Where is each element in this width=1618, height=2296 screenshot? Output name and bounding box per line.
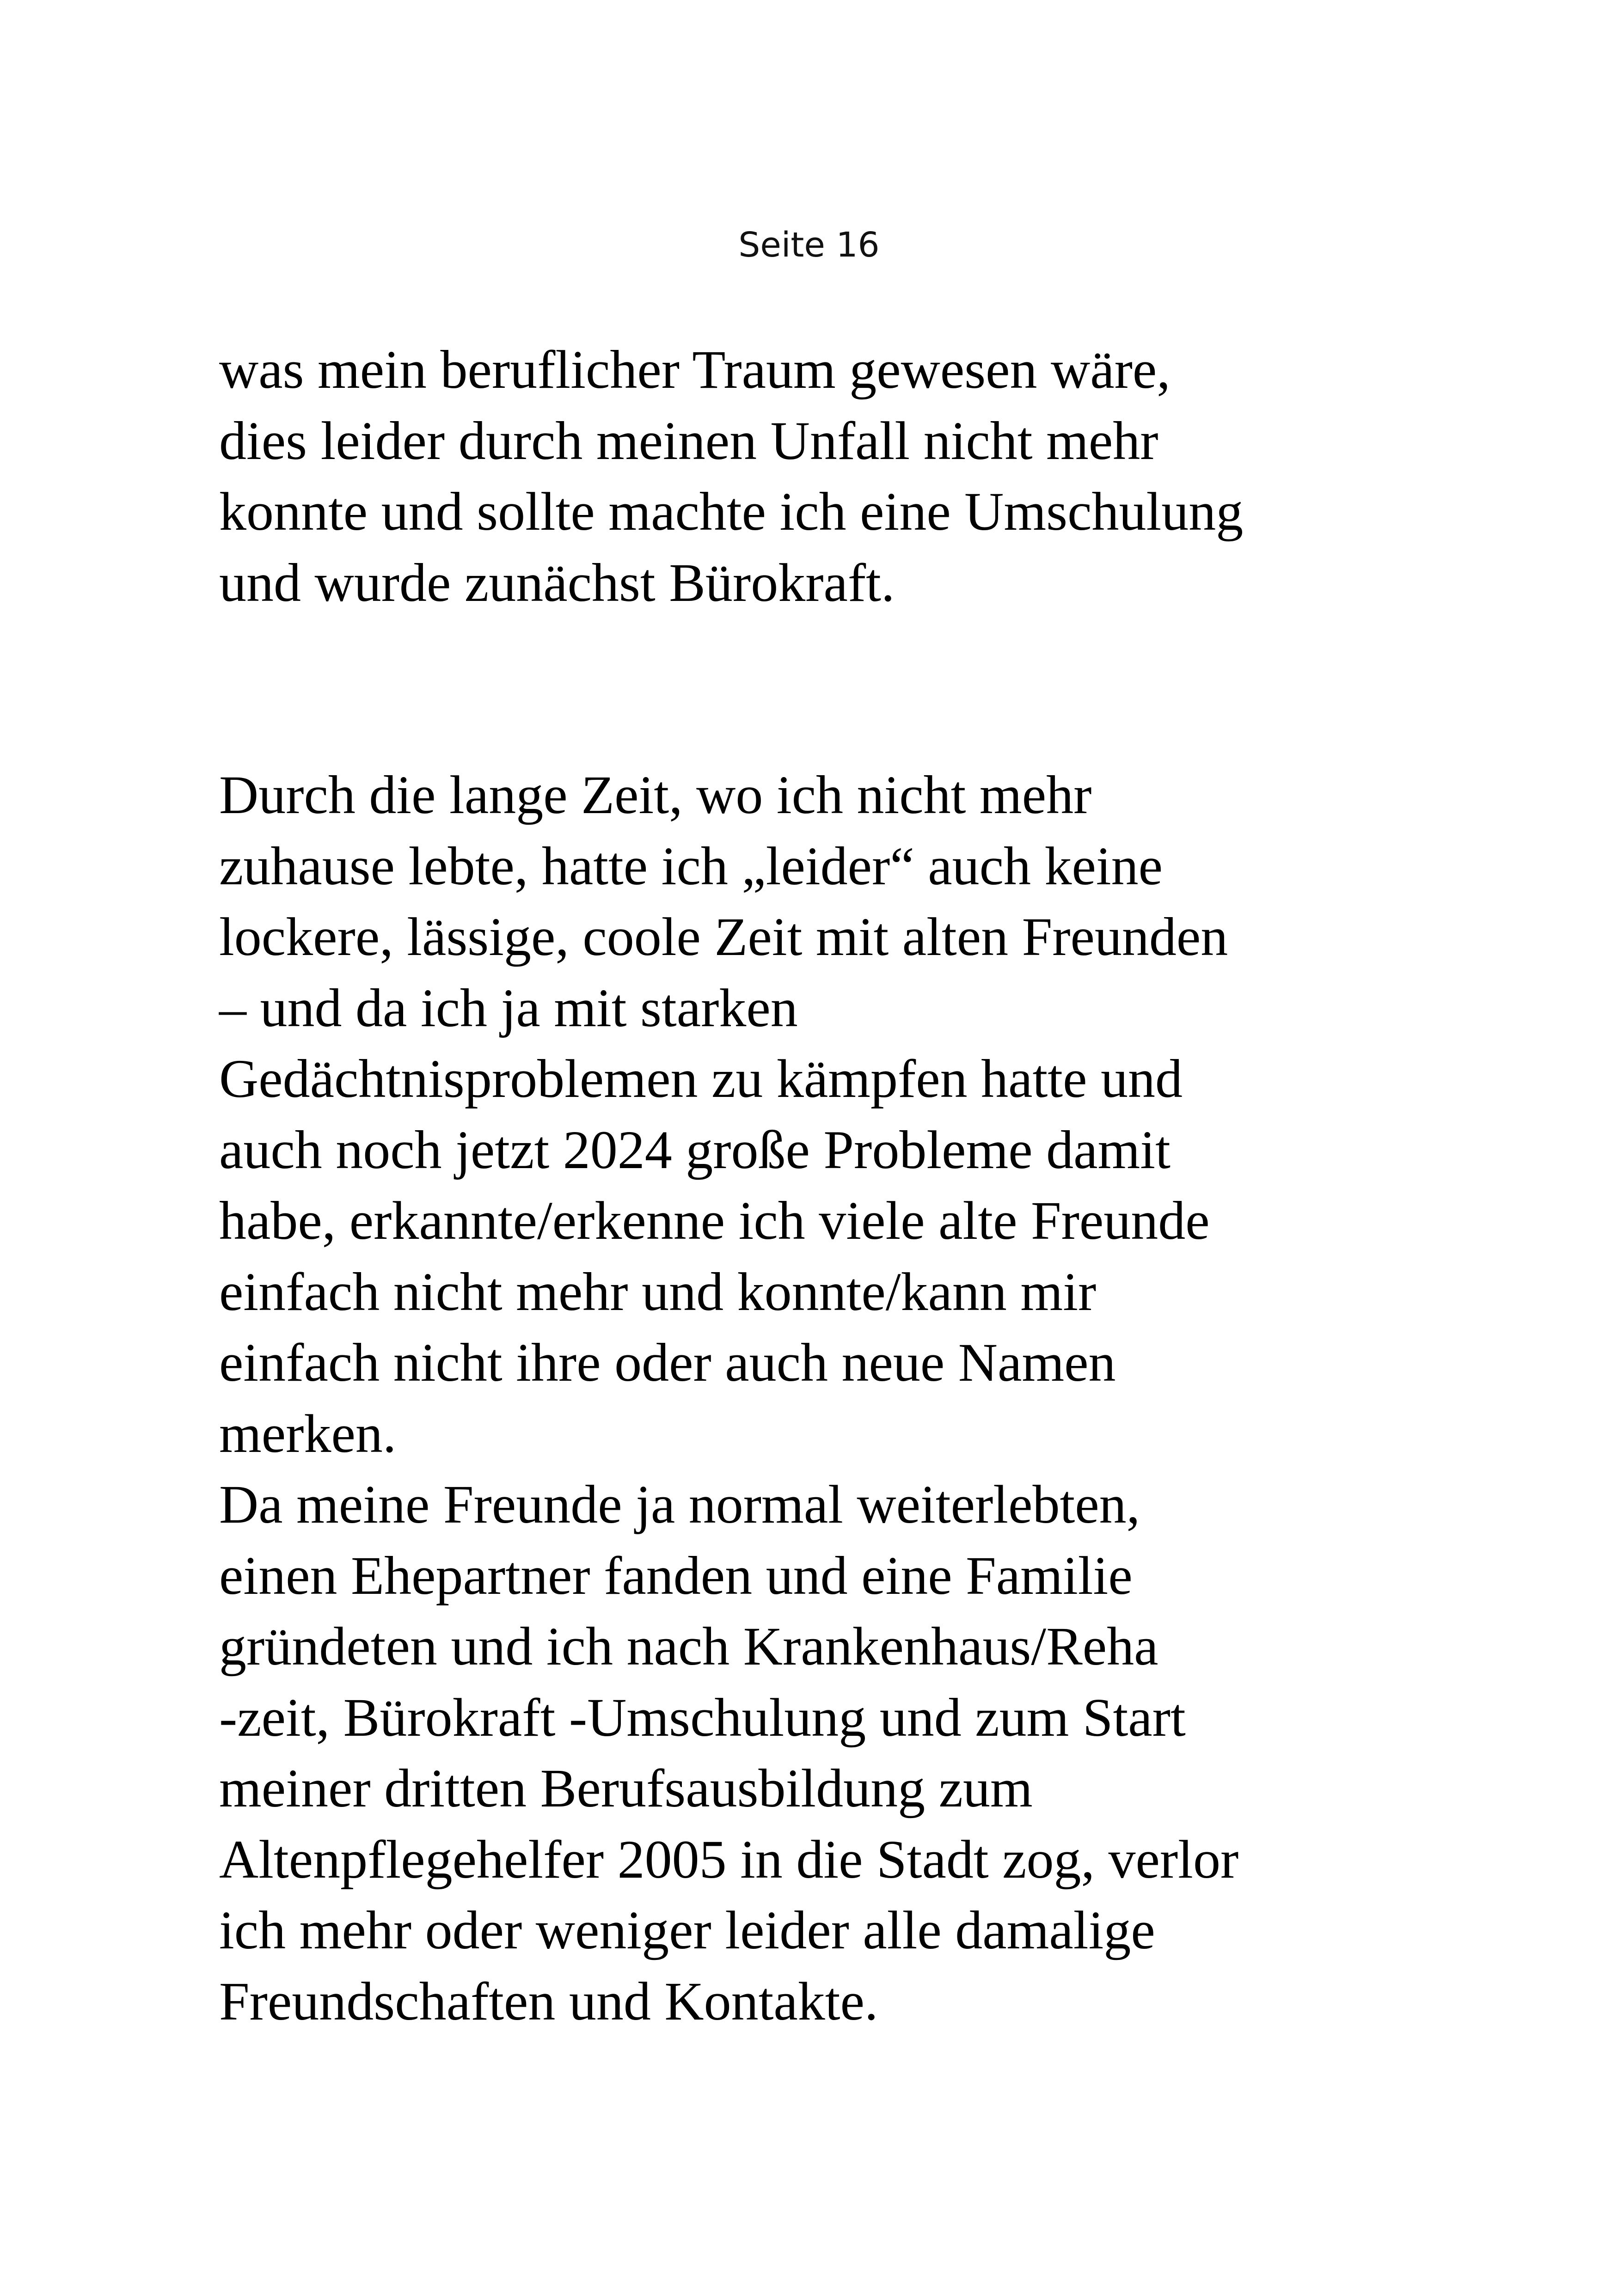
text-line: gründeten und ich nach Krankenhaus/Reha xyxy=(219,1616,1158,1677)
text-line: einfach nicht mehr und konnte/kann mir xyxy=(219,1261,1097,1322)
text-line: auch noch jetzt 2024 große Probleme damit xyxy=(219,1119,1171,1180)
text-line: konnte und sollte machte ich eine Umschulung xyxy=(219,481,1244,542)
text-line: was mein beruflicher Traum gewesen wäre, xyxy=(219,339,1171,400)
text-line: zuhause lebte, hatte ich „leider“ auch keine xyxy=(219,835,1163,896)
paragraph-2 xyxy=(219,759,1467,2037)
text-line: und wurde zunächst Bürokraft. xyxy=(219,552,895,613)
text-line: Da meine Freunde ja normal weiterlebten, xyxy=(219,1474,1140,1535)
text-line: Durch die lange Zeit, wo ich nicht mehr xyxy=(219,765,1092,825)
text-line: meiner dritten Berufsausbildung zum xyxy=(219,1758,1033,1818)
text-line: lockere, lässige, coole Zeit mit alten Freunden xyxy=(219,906,1228,967)
text-line: – und da ich ja mit starken xyxy=(219,977,798,1038)
page-number-header: Seite 16 xyxy=(738,225,880,265)
text-line: einen Ehepartner fanden und eine Familie xyxy=(219,1545,1133,1606)
text-line: dies leider durch meinen Unfall nicht mehr xyxy=(219,410,1158,471)
paragraph-1 xyxy=(219,334,1467,618)
text-line: -zeit, Bürokraft -Umschulung und zum Start xyxy=(219,1687,1186,1748)
text-line: merken. xyxy=(219,1403,397,1464)
text-line: Gedächtnisproblemen zu kämpfen hatte und xyxy=(219,1048,1183,1109)
text-line: einfach nicht ihre oder auch neue Namen xyxy=(219,1332,1116,1393)
text-line: Freundschaften und Kontakte. xyxy=(219,1971,878,2032)
text-line: habe, erkannte/erkenne ich viele alte Freunde xyxy=(219,1190,1210,1251)
text-line: Altenpflegehelfer 2005 in die Stadt zog, verlor xyxy=(219,1829,1239,1890)
text-line: ich mehr oder weniger leider alle damalige xyxy=(219,1900,1155,1960)
